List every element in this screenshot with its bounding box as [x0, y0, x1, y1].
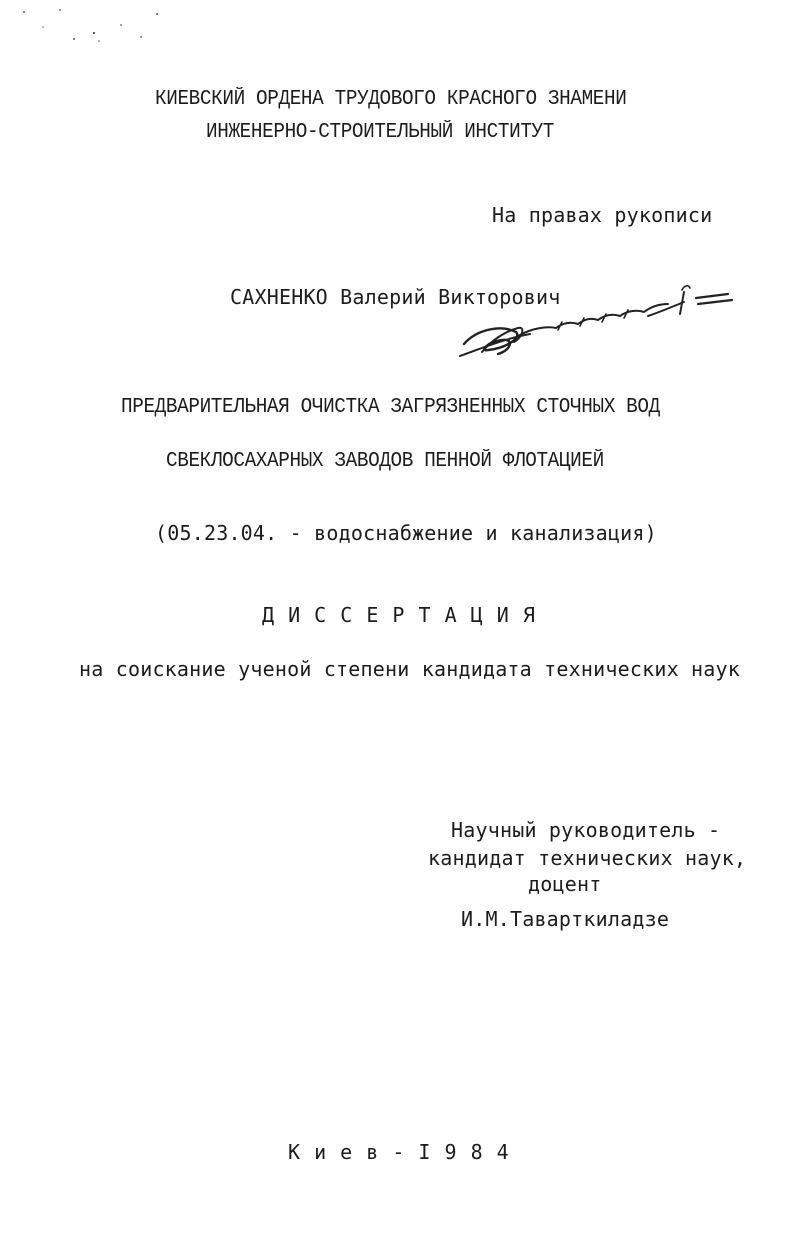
- degree-purpose: на соискание ученой степени кандидата технических наук: [79, 657, 741, 681]
- author-name: САХНЕНКО Валерий Викторович: [230, 285, 561, 309]
- institute-line-1: КИЕВСКИЙ ОРДЕНА ТРУДОВОГО КРАСНОГО ЗНАМЕНИ: [155, 88, 627, 111]
- document-type: Д И С С Е Р Т А Ц И Я: [262, 603, 536, 627]
- title-line-1: ПРЕДВАРИТЕЛЬНАЯ ОЧИСТКА ЗАГРЯЗНЕННЫХ СТОЧНЫХ ВОД: [121, 396, 660, 419]
- supervisor-role: Научный руководитель -: [451, 818, 721, 842]
- specialty-code: (05.23.04. - водоснабжение и канализация): [155, 521, 657, 545]
- rights-note: На правах рукописи: [492, 203, 713, 227]
- supervisor-name: И.М.Таварткиладзе: [461, 907, 670, 931]
- institute-line-2: ИНЖЕНЕРНО-СТРОИТЕЛЬНЫЙ ИНСТИТУТ: [206, 121, 555, 144]
- supervisor-degree: кандидат технических наук,: [428, 846, 747, 870]
- scan-specks: [0, 0, 200, 60]
- place-year: К и е в - I 9 8 4: [288, 1140, 510, 1164]
- author-signature: [452, 268, 737, 368]
- title-line-2: СВЕКЛОСАХАРНЫХ ЗАВОДОВ ПЕННОЙ ФЛОТАЦИЕЙ: [166, 450, 604, 473]
- supervisor-title: доцент: [528, 872, 602, 896]
